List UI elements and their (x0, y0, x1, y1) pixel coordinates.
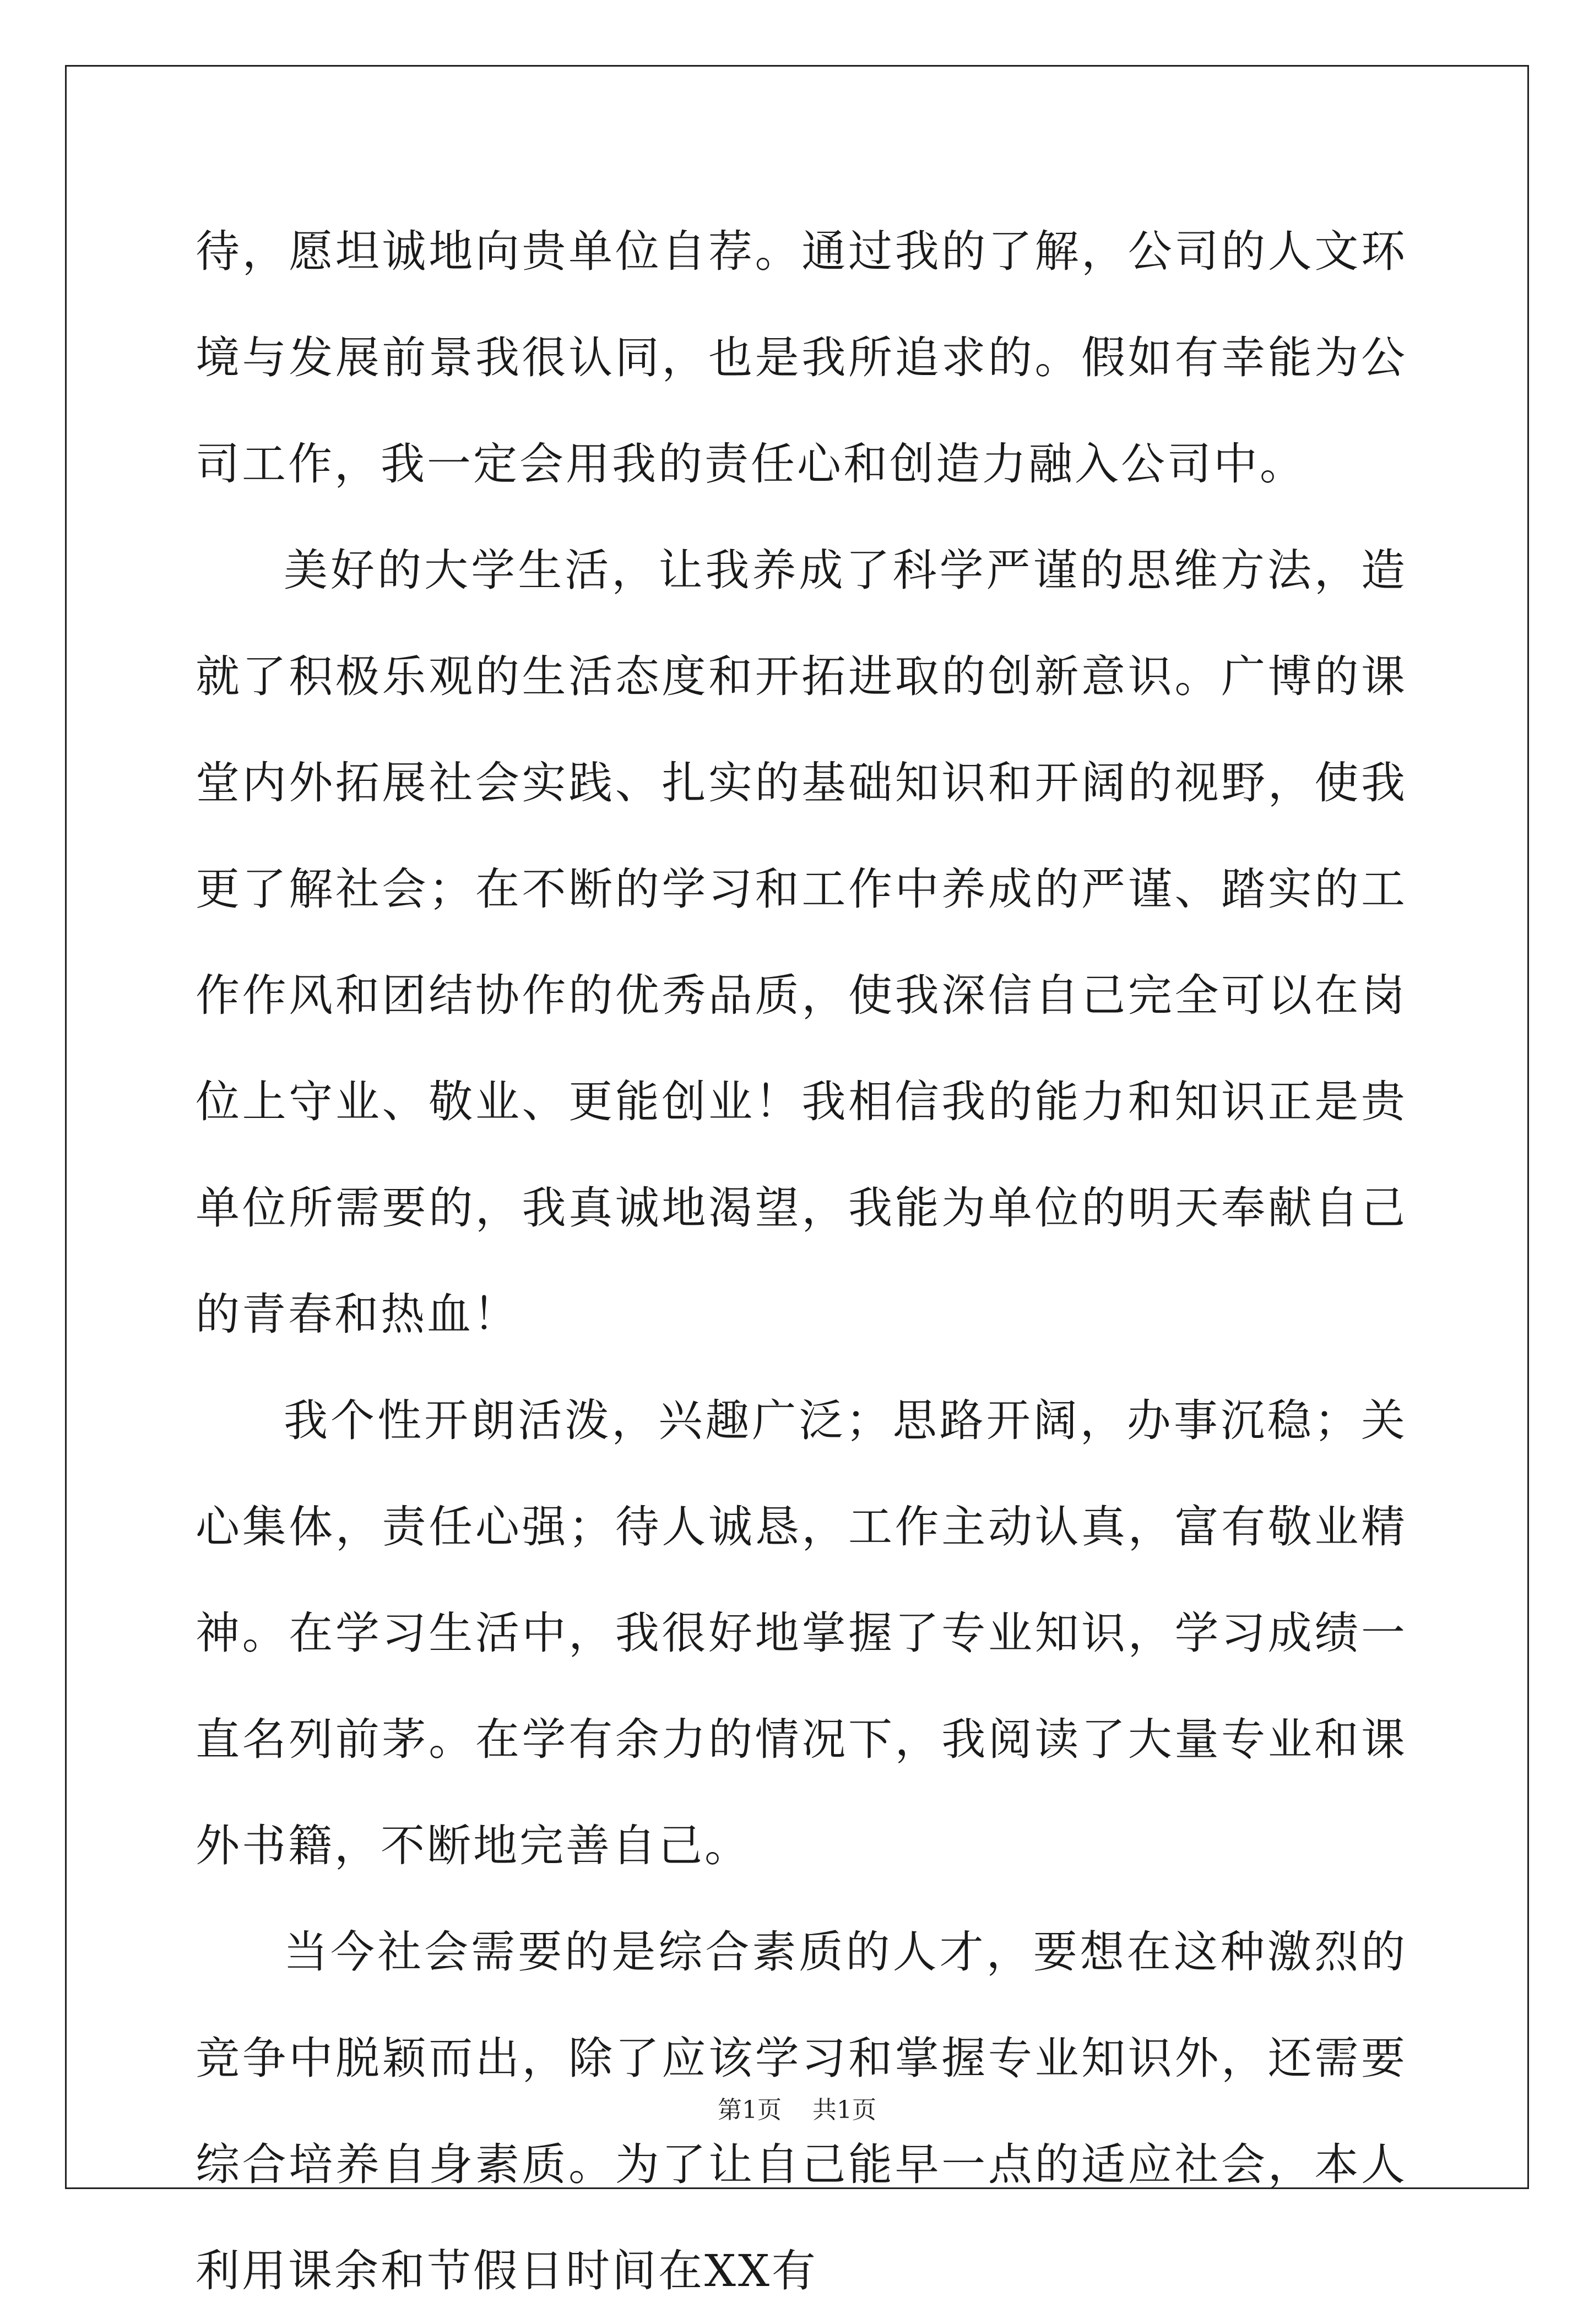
page-footer (0, 2090, 1594, 2125)
paragraph: 美好的大学生活，让我养成了科学严谨的思维方法，造就了积极乐观的生活态度和开拓进取的创新意识。广博的课堂内外拓展社会实践、扎实的基础知识和开阔的视野，使我更了解社会；在不断的学习和工作中养成的严谨、踏实的工作作风和团结协作的优秀品质，使我深信自己完全可以在岗位上守业、敬业、更能创业！我相信我的能力和知识正是贵单位所需要的，我真诚地渴望，我能为单位的明天奉献自己的青春和热血！ (196, 545, 1407, 1340)
document-body (196, 198, 1407, 2324)
paragraph: 待，愿坦诚地向贵单位自荐。通过我的了解，公司的人文环境与发展前景我很认同，也是我所追求的。假如有幸能为公司工作，我一定会用我的责任心和创造力融入公司中。 (196, 226, 1407, 490)
paragraph: 当今社会需要的是综合素质的人才，要想在这种激烈的竞争中脱颖而出，除了应该学习和掌握专业知识外，还需要综合培养自身素质。为了让自己能早一点的适应社会，本人利用课余和节假日时间在XX有 (196, 1926, 1407, 2296)
page-number: 第1页 (718, 2096, 782, 2124)
paragraph: 我个性开朗活泼，兴趣广泛；思路开阔，办事沉稳；关心集体，责任心强；待人诚恳，工作主动认真，富有敬业精神。在学习生活中，我很好地掌握了专业知识，学习成绩一直名列前茅。在学有余力的情况下，我阅读了大量专业和课外书籍，不断地完善自己。 (196, 1395, 1407, 1871)
page-total: 共1页 (812, 2096, 876, 2124)
